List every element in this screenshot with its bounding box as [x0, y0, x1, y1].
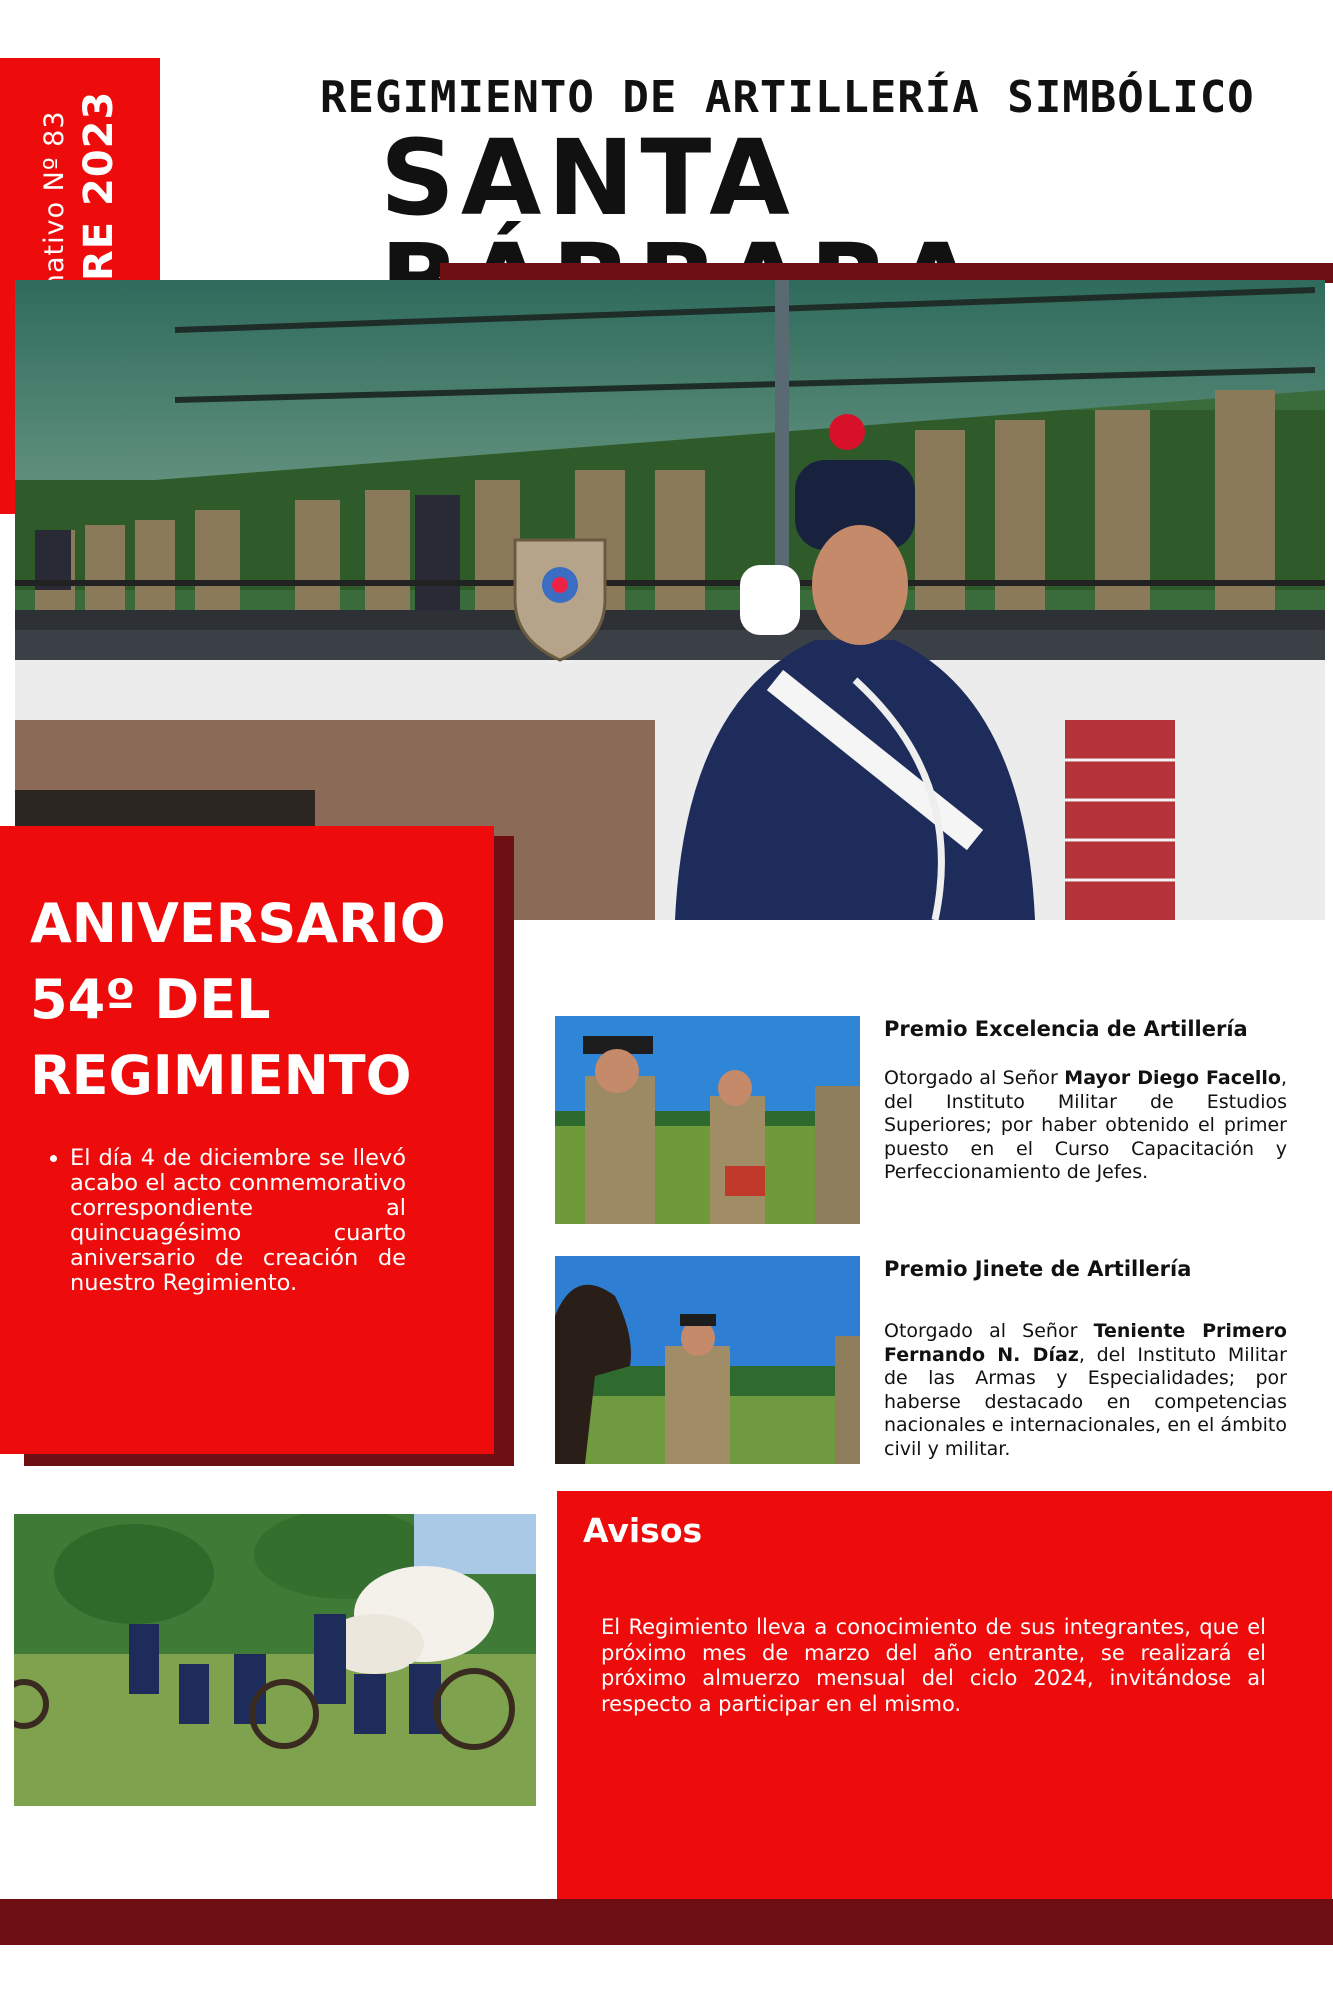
notices-title: Avisos — [583, 1511, 703, 1550]
anniversary-bullet: • El día 4 de diciembre se llevó acabo el acto conmemorativo correspondiente al quincuagésimo cuarto aniversario de creación de nuestro Regimiento. — [70, 1146, 406, 1296]
cannon-salute-photo — [14, 1514, 536, 1806]
header-title-line2: SANTA — [380, 117, 796, 239]
notices-text: El Regimiento lleva a conocimiento de sus integrantes, que el próximo mes de marzo del año entrante, se realizará el próximo almuerzo mensual del ciclo 2024, invitándose al respecto a participar en el mismo. — [601, 1615, 1266, 1716]
award-text-rider: Otorgado al Señor Teniente Primero Fernando N. Díaz, del Instituto Militar de las Armas y Especialidades; por haberse destacado en competencias nacionales e internacionales, en el ámbito civil y militar. — [884, 1320, 1287, 1460]
award-text-excellence: Otorgado al Señor Mayor Diego Facello, del Instituto Militar de Estudios Superiores; por haber obtenido el primer puesto en el Curso Capacitación y Perfeccionamiento de Jefes. — [884, 1067, 1287, 1183]
notices-panel — [557, 1491, 1332, 1899]
award-title-rider: Premio Jinete de Artillería — [884, 1257, 1192, 1281]
hero-photo — [15, 280, 1325, 920]
anniversary-title: ANIVERSARIO 54º DEL REGIMIENTO — [30, 892, 446, 1107]
footer-bar — [0, 1899, 1333, 1945]
award-photo-handshake — [555, 1016, 860, 1224]
anniversary-panel — [0, 826, 494, 1454]
award-photo-horse — [555, 1256, 860, 1464]
header-title-line1: REGIMIENTO DE ARTILLERÍA SIMBÓLICO — [320, 72, 1255, 123]
award-title-excellence: Premio Excelencia de Artillería — [884, 1017, 1248, 1041]
anniversary-list — [40, 1146, 406, 1296]
